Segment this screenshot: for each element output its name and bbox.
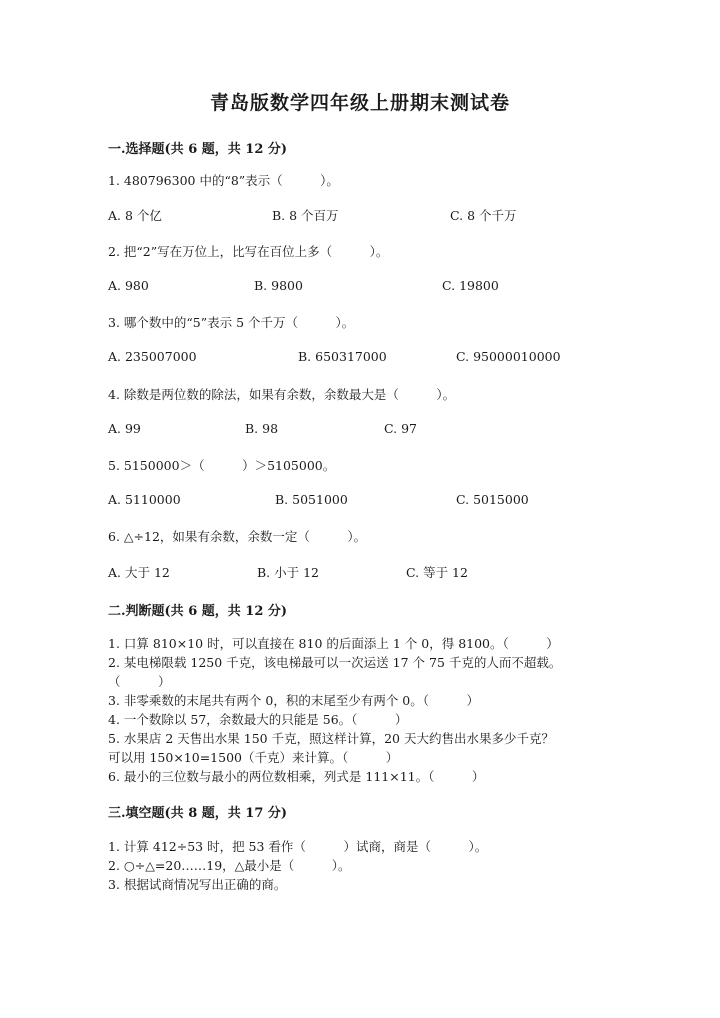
option-6a: A. 大于 12: [108, 565, 170, 580]
question-6: 6. △÷12，如果有余数，余数一定（ ）。: [108, 529, 367, 544]
question-2: 2. 把“2”写在万位上，比写在百位上多（ ）。: [108, 244, 389, 259]
question-1: 1. 480796300 中的“8”表示（ ）。: [108, 173, 339, 188]
judge-line-2: 2. 某电梯限载 1250 千克，该电梯最可以一次运送 17 个 75 千克的人而不超载。: [108, 655, 562, 670]
option-6b: B. 小于 12: [257, 565, 320, 580]
option-2b: B. 9800: [254, 278, 303, 293]
option-5c: C. 5015000: [456, 492, 529, 507]
judge-line-5: 5. 水果店 2 天售出水果 150 千克，照这样计算，20 天大约售出水果多少千克？: [108, 731, 554, 746]
judge-line-1: 1. 口算 810×10 时，可以直接在 810 的后面添上 1 个 0，得 8100。（ ）: [108, 636, 559, 651]
fill-line-1: 1. 计算 412÷53 时，把 53 看作（ ）试商，商是（ ）。: [108, 839, 488, 854]
option-4a: A. 99: [108, 421, 141, 436]
option-4c: C. 97: [384, 421, 417, 436]
option-1a: A. 8 个亿: [108, 208, 162, 223]
judge-line-3: 3. 非零乘数的末尾共有两个 0，积的末尾至少有两个 0。（ ）: [108, 693, 480, 708]
fill-line-3: 3. 根据试商情况写出正确的商。: [108, 877, 287, 892]
page-title: 青岛版数学四年级上册期末测试卷: [209, 92, 510, 114]
option-3a: A. 235007000: [108, 349, 197, 364]
judge-line-2-bracket: （ ）: [108, 674, 171, 689]
option-2a: A. 980: [108, 278, 149, 293]
section-heading-judge: 二.判断题(共 6 题，共 12 分): [108, 604, 288, 619]
section-heading-fill: 三.填空题(共 8 题，共 17 分): [108, 806, 288, 821]
option-5a: A. 5110000: [108, 492, 181, 507]
option-4b: B. 98: [245, 421, 279, 436]
fill-line-2: 2. ○÷△=20……19，△最小是（ ）。: [108, 858, 351, 873]
option-6c: C. 等于 12: [406, 565, 468, 580]
option-3c: C. 95000010000: [456, 349, 561, 364]
section-heading-choice: 一.选择题(共 6 题，共 12 分): [108, 142, 288, 157]
judge-line-4: 4. 一个数除以 57，余数最大的只能是 56。（ ）: [108, 712, 408, 727]
option-3b: B. 650317000: [298, 349, 387, 364]
option-1b: B. 8 个百万: [272, 208, 339, 223]
option-2c: C. 19800: [442, 278, 499, 293]
option-5b: B. 5051000: [275, 492, 348, 507]
judge-line-6: 6. 最小的三位数与最小的两位数相乘，列式是 111×11。（ ）: [108, 769, 485, 784]
question-3: 3. 哪个数中的“5”表示 5 个千万（ ）。: [108, 315, 355, 330]
question-4: 4. 除数是两位数的除法，如果有余数，余数最大是（ ）。: [108, 387, 456, 402]
question-5: 5. 5150000＞（ ）＞5105000。: [108, 458, 336, 473]
judge-line-5-cont: 可以用 150×10=1500（千克）来计算。（ ）: [108, 750, 399, 765]
option-1c: C. 8 个千万: [450, 208, 517, 223]
